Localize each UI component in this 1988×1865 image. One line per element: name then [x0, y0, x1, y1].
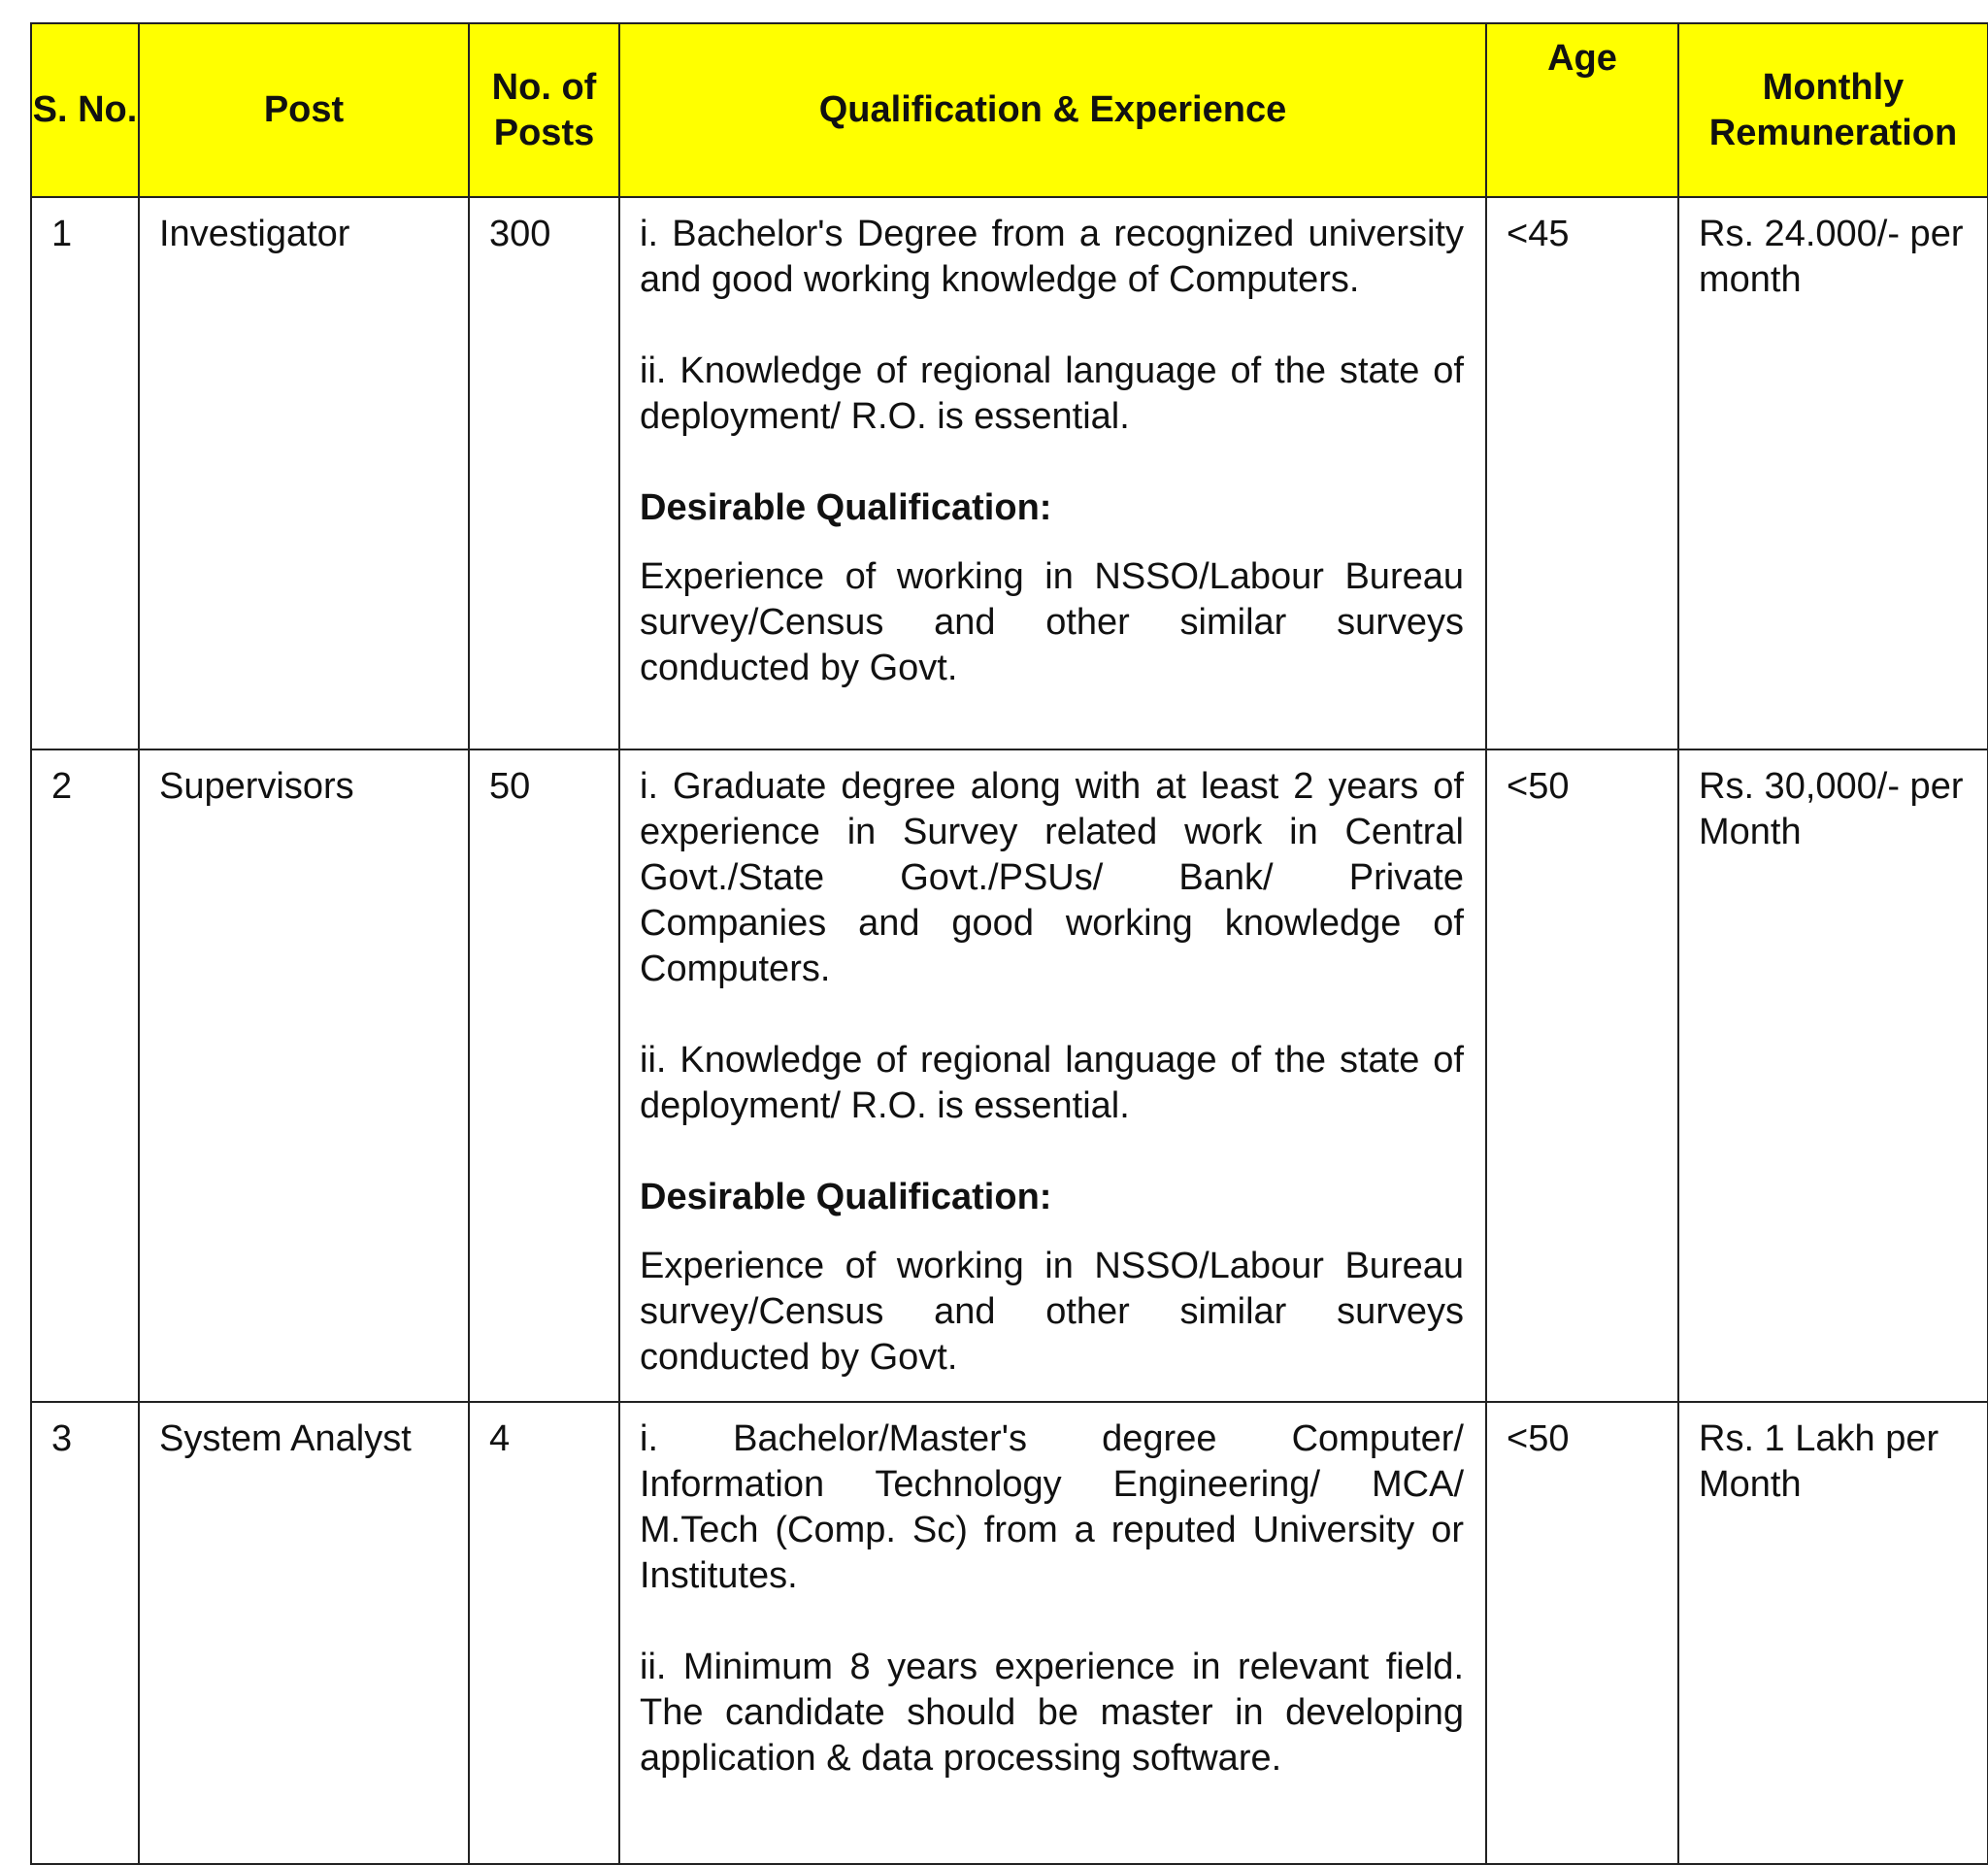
header-num-posts: No. of Posts — [469, 23, 619, 197]
cell-post: Supervisors — [139, 749, 469, 1402]
table-row — [31, 197, 1988, 749]
cell-qualification — [619, 749, 1486, 1402]
desirable-qualification-text: Experience of working in NSSO/Labour Bureau survey/Census and other similar surveys conducted by Govt. — [640, 556, 1464, 688]
header-post: Post — [139, 23, 469, 197]
table-row — [31, 749, 1988, 1402]
header-age: Age — [1486, 23, 1678, 197]
cell-num-posts: 300 — [469, 197, 619, 749]
cell-post: System Analyst — [139, 1402, 469, 1864]
header-sno: S. No. — [31, 23, 139, 197]
qualification-item-i: i. Bachelor's Degree from a recognized university and good working knowledge of Computers. — [640, 214, 1464, 300]
qualification-item-ii: ii. Knowledge of regional language of the state of deployment/ R.O. is essential. — [640, 350, 1464, 437]
table-body — [31, 197, 1988, 1864]
cell-qualification — [619, 1402, 1486, 1864]
cell-age: <50 — [1486, 1402, 1678, 1864]
desirable-qualification-title: Desirable Qualification: — [640, 487, 1052, 528]
recruitment-table — [30, 22, 1988, 1865]
qualification-item-ii: ii. Minimum 8 years experience in relevant field. The candidate should be master in developing application & data processing software. — [640, 1647, 1464, 1779]
qualification-item-i: i. Graduate degree along with at least 2 years of experience in Survey related work in Central Govt./State Govt./PSUs/ Bank/ Private Companies and good working knowledge of Computers. — [640, 766, 1464, 989]
cell-sno: 3 — [31, 1402, 139, 1864]
cell-remuneration: Rs. 1 Lakh per Month — [1678, 1402, 1988, 1864]
qualification-item-i: i. Bachelor/Master's degree Computer/ Information Technology Engineering/ MCA/ M.Tech (Comp. Sc) from a reputed University or Institutes. — [640, 1418, 1464, 1596]
cell-remuneration: Rs. 24.000/- per month — [1678, 197, 1988, 749]
cell-sno: 1 — [31, 197, 139, 749]
desirable-qualification-title: Desirable Qualification: — [640, 1177, 1052, 1217]
header-remuneration: Monthly Remuneration — [1678, 23, 1988, 197]
table-header — [31, 23, 1988, 197]
cell-post: Investigator — [139, 197, 469, 749]
header-qualification: Qualification & Experience — [619, 23, 1486, 197]
cell-age: <50 — [1486, 749, 1678, 1402]
desirable-qualification-text: Experience of working in NSSO/Labour Bureau survey/Census and other similar surveys conducted by Govt. — [640, 1246, 1464, 1378]
cell-age: <45 — [1486, 197, 1678, 749]
qualification-item-ii: ii. Knowledge of regional language of the state of deployment/ R.O. is essential. — [640, 1040, 1464, 1126]
cell-sno: 2 — [31, 749, 139, 1402]
cell-num-posts: 50 — [469, 749, 619, 1402]
cell-remuneration: Rs. 30,000/- per Month — [1678, 749, 1988, 1402]
cell-qualification — [619, 197, 1486, 749]
header-row — [31, 23, 1988, 197]
table-row — [31, 1402, 1988, 1864]
cell-num-posts: 4 — [469, 1402, 619, 1864]
